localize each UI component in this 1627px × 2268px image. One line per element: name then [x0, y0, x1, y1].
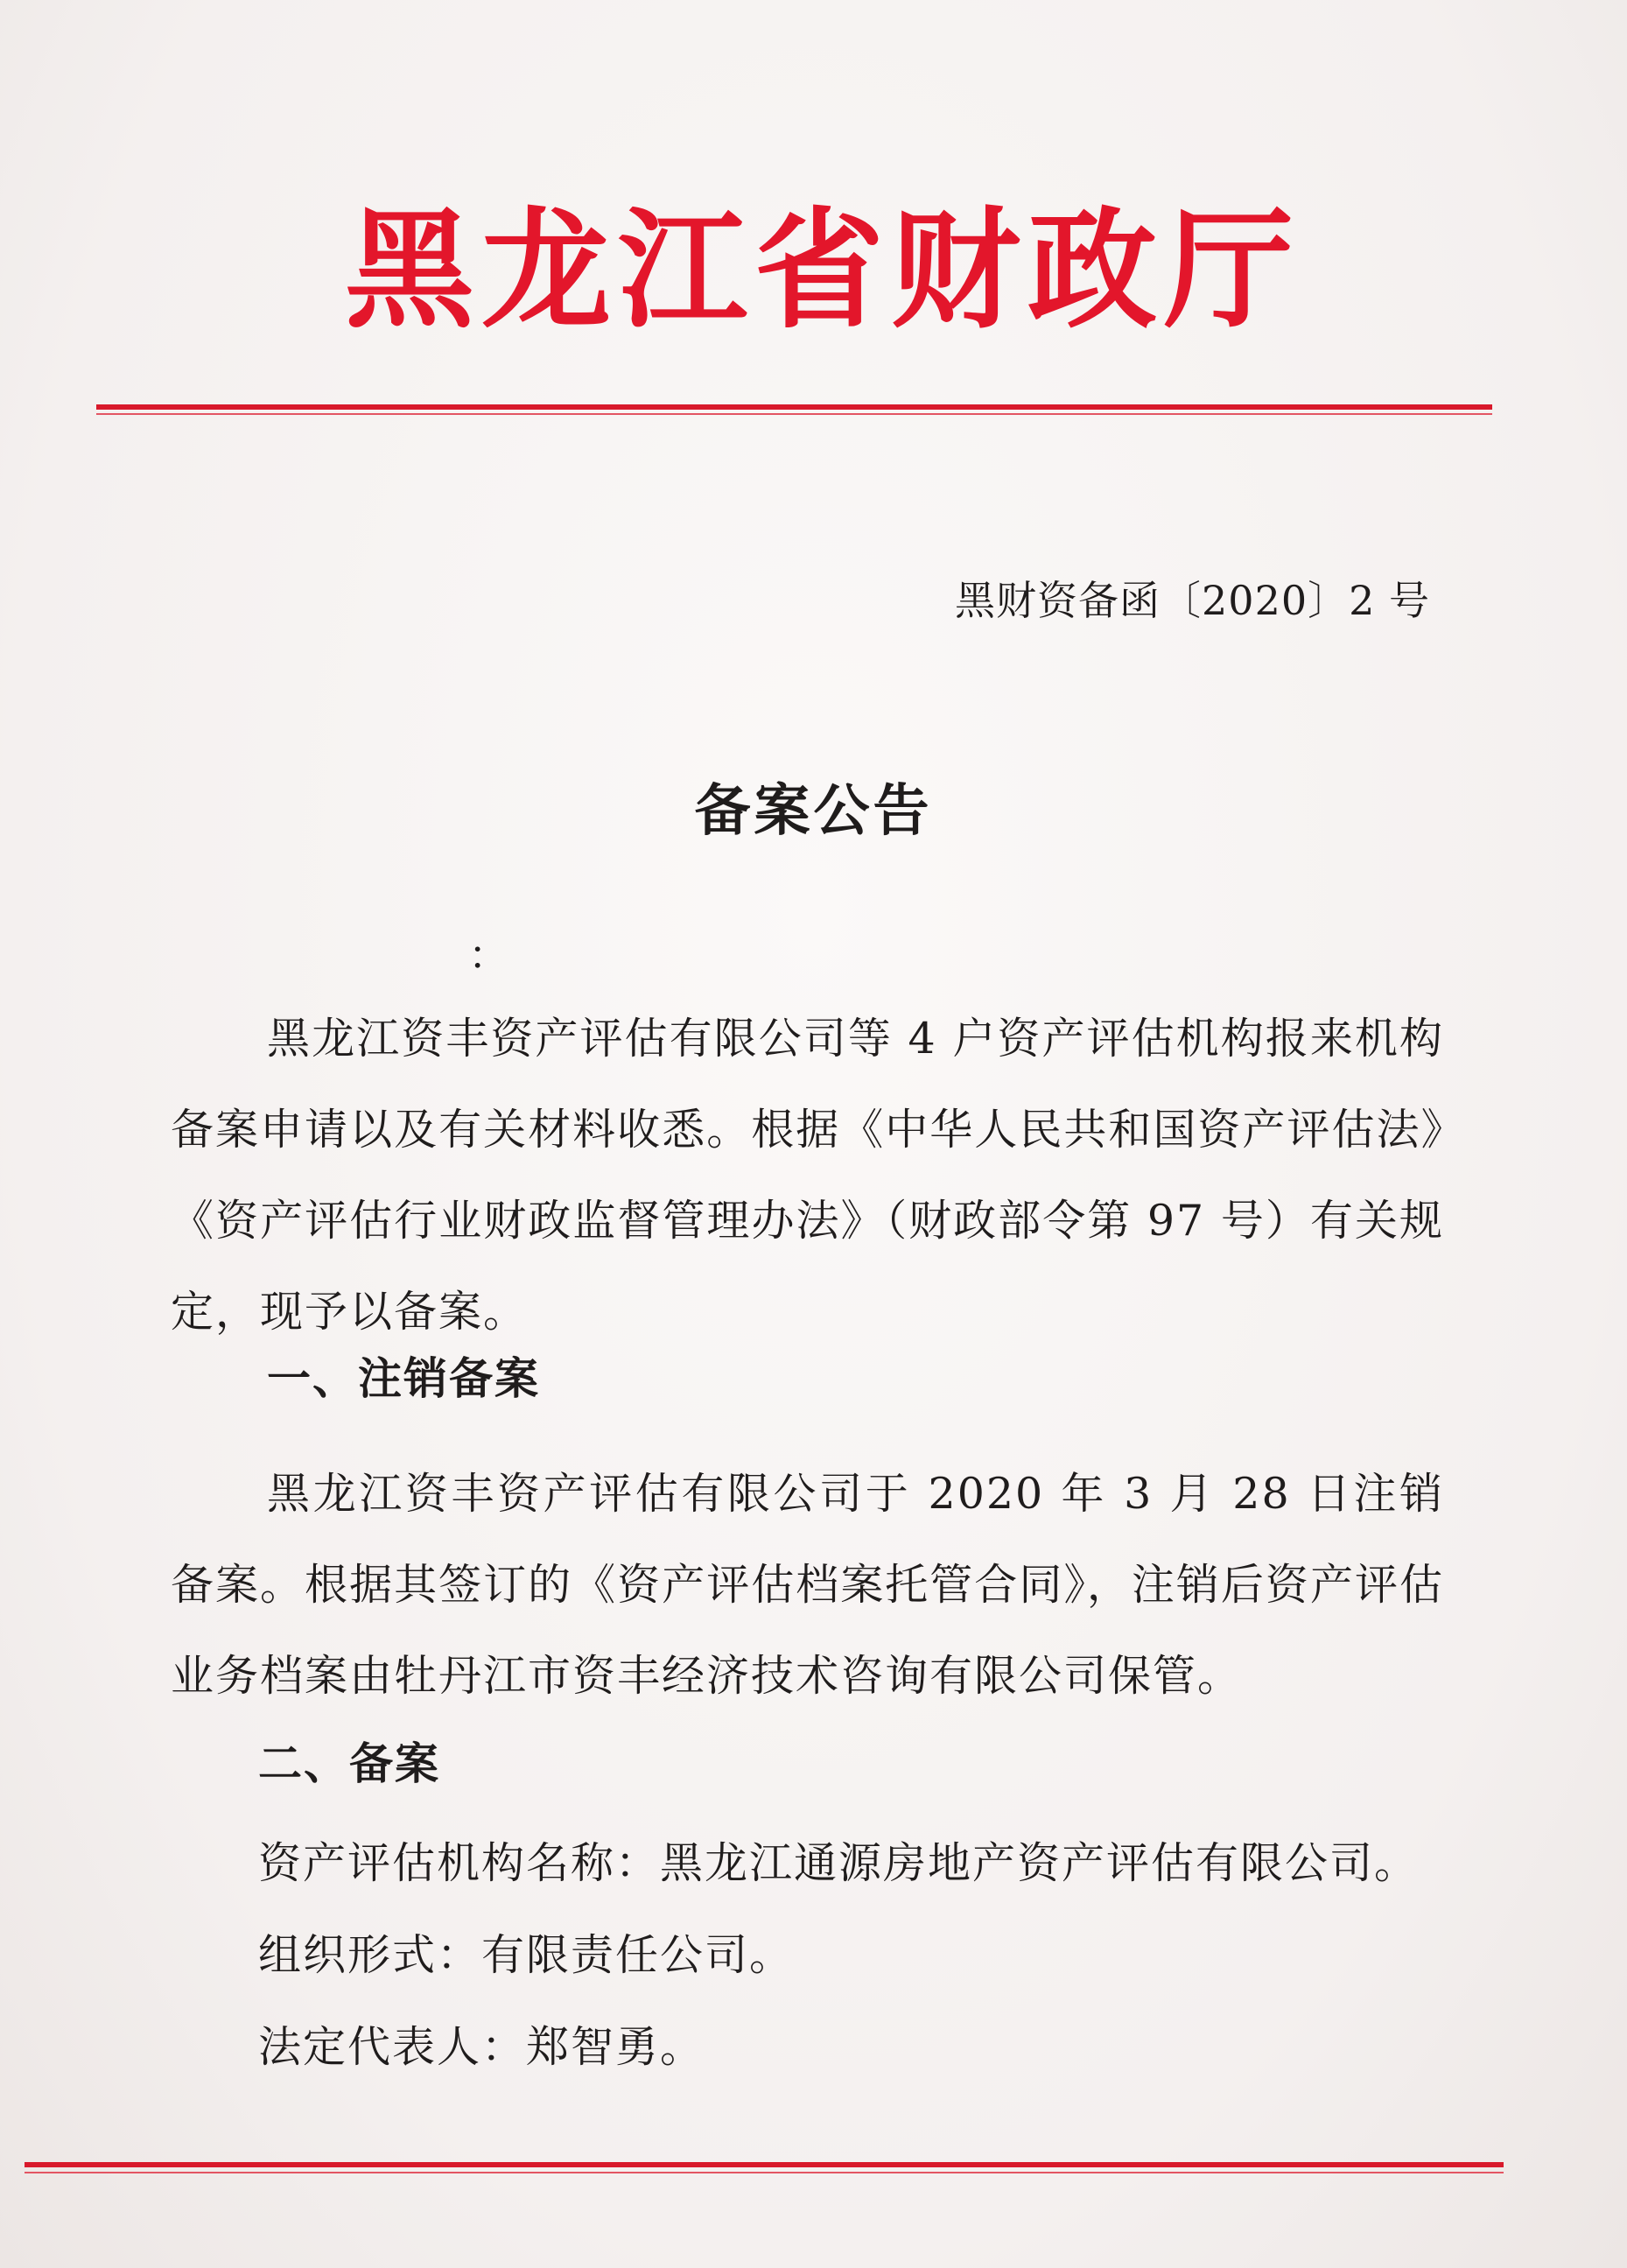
- section1-heading: 一、注销备案: [267, 1353, 540, 1404]
- addressee: ：: [468, 931, 508, 979]
- section1-paragraph: 黑龙江资丰资产评估有限公司于 2020 年 3 月 28 日注销备案。根据其签订的《资产评估档案托管合同》，注销后资产评估业务档案由牡丹江市资丰经济技术咨询有限公司保管。: [171, 1469, 1444, 1701]
- letterhead-title: 黑龙江省财政厅: [345, 195, 1301, 346]
- document-title: 备案公告: [694, 779, 933, 844]
- org-form-line: 组织形式：有限责任公司。: [258, 1930, 795, 1980]
- letterhead-rule-thin: [96, 413, 1492, 415]
- org-name-line: 资产评估机构名称：黑龙江通源房地产资产评估有限公司。: [258, 1838, 1420, 1888]
- letterhead-rule: [96, 404, 1492, 410]
- legal-rep-line: 法定代表人：郑智勇。: [258, 2022, 705, 2072]
- document-number: 黑财资备函〔2020〕2 号: [955, 577, 1430, 624]
- footer-rule-thin: [25, 2172, 1504, 2173]
- footer-rule: [25, 2162, 1504, 2167]
- section2-heading: 二、备案: [258, 1738, 440, 1789]
- intro-paragraph: 黑龙江资丰资产评估有限公司等 4 户资产评估机构报来机构备案申请以及有关材料收悉。根据《中华人民共和国资产评估法》《资产评估行业财政监督管理办法》（财政部令第 97 号）有关规定，现予以备案。: [171, 1014, 1444, 1337]
